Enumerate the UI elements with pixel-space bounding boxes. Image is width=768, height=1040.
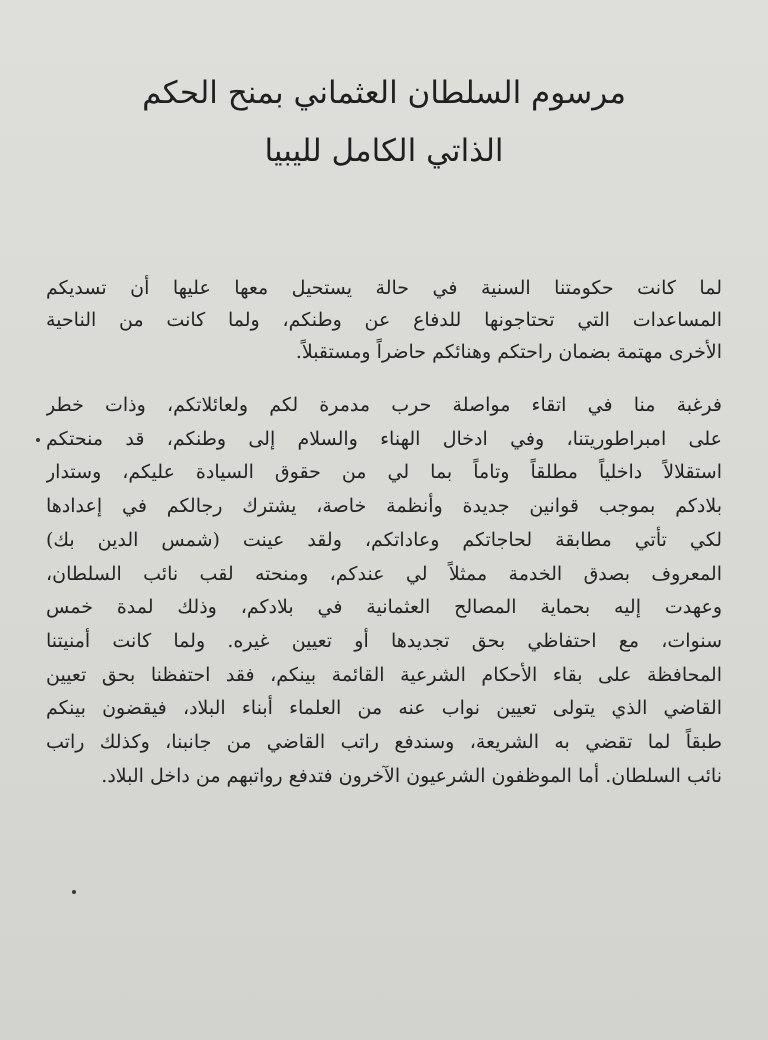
document-title [0, 64, 768, 180]
document-body [46, 272, 722, 793]
text-line: المعروف بصدق الخدمة ممثلاً لي عندكم، ومنحته لقب نائب السلطان، [46, 562, 722, 585]
title-line-1: مرسوم السلطان العثماني بمنح الحكم [142, 75, 626, 111]
text-line: وعهدت إليه بحماية المصالح العثمانية في بلادكم، وذلك لمدة خمس [46, 596, 722, 619]
text-line: على امبراطوريتنا، وفي ادخال الهناء والسلام إلى وطنكم، قد منحتكم [46, 427, 722, 450]
text-line: طبقاً لما تقضي به الشريعة، وسندفع راتب القاضي من جانبنا، وكذلك راتب [46, 731, 722, 754]
paragraph-1 [46, 272, 722, 368]
ink-speck [72, 890, 76, 894]
text-line: لكي تأتي مطابقة لحاجاتكم وعاداتكم، ولقد عينت (شمس الدين بك) [46, 528, 722, 551]
text-line: فرغبة منا في اتقاء مواصلة حرب مدمرة لكم ولعائلاتكم، وذات خطر [46, 394, 722, 416]
text-line: استقلالاً داخلياً مطلقاً وتاماً بما لي من حقوق السيادة عليكم، وستدار [46, 461, 722, 484]
text-line: لما كانت حكومتنا السنية في حالة يستحيل معها عليها أن تسديكم [46, 277, 722, 299]
text-line: بلادكم بموجب قوانين جديدة وأنظمة خاصة، يشترك رجالكم في إعدادها [46, 495, 722, 518]
text-line: سنوات، مع احتفاظي بحق تجديدها أو تعيين غيره. ولما كانت أمنيتنا [46, 629, 722, 652]
text-line: القاضي الذي يتولى تعيين نواب عنه من العلماء أبناء البلاد، فيقضون بينكم [46, 697, 722, 720]
ink-speck [36, 438, 40, 442]
text-line: المحافظة على بقاء الأحكام الشرعية القائمة بينكم، فقد احتفظنا بحق تعيين [46, 663, 722, 686]
text-line: الأخرى مهتمة بضمان راحتكم وهنائكم حاضراً ومستقبلاً. [295, 341, 722, 363]
text-line: نائب السلطان. أما الموظفون الشرعيون الآخرون فتدفع رواتبهم من داخل البلاد. [101, 764, 722, 787]
text-line: المساعدات التي تحتاجونها للدفاع عن وطنكم، ولما كانت من الناحية [46, 309, 722, 331]
paragraph-2 [46, 389, 722, 793]
title-line-2: الذاتي الكامل لليبيا [264, 133, 504, 169]
